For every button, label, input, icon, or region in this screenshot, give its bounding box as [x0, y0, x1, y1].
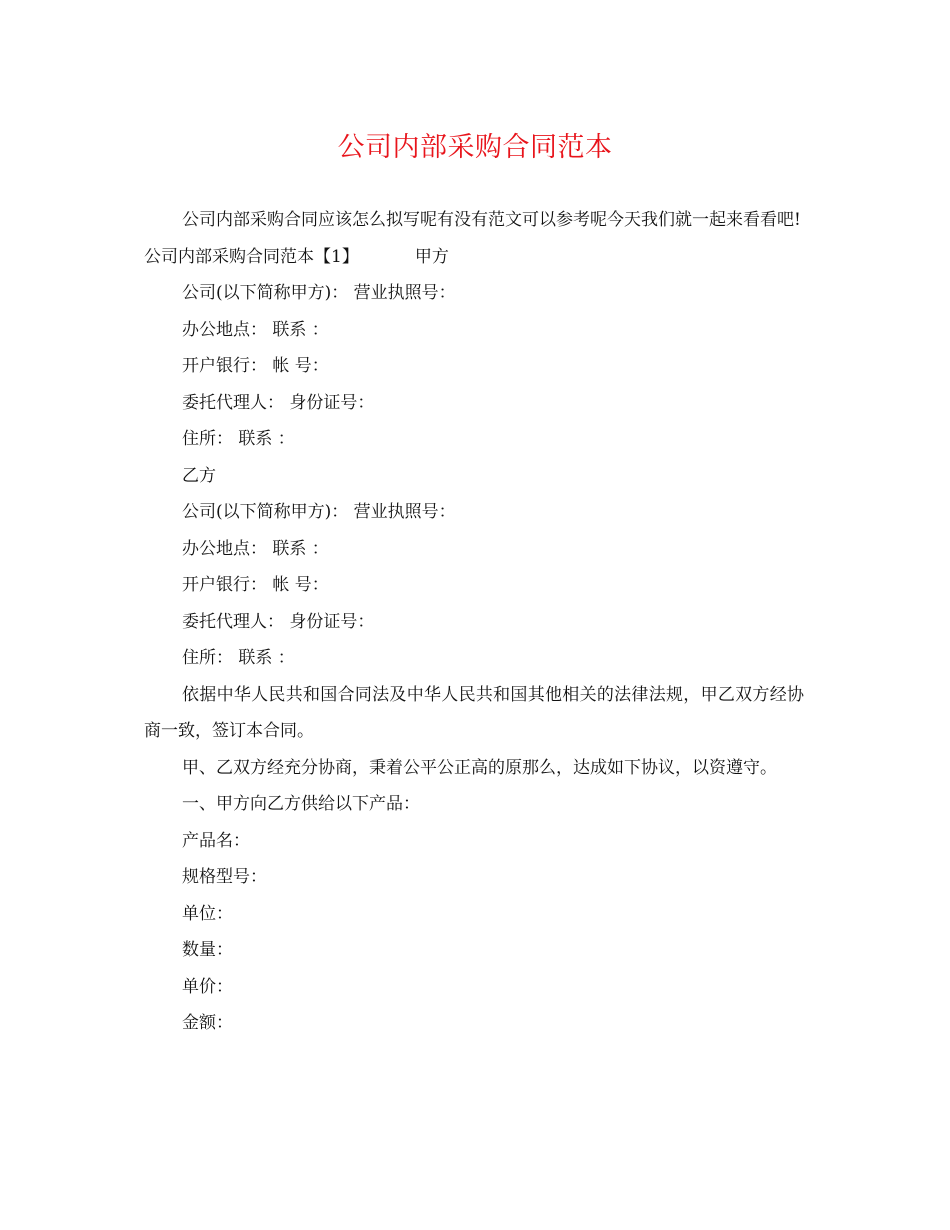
section-heading-line [144, 239, 804, 276]
party-a-office: 办公地点： 联系 ： [182, 319, 329, 340]
product-price-field: 单价： [182, 976, 233, 997]
product-amount-field: 金额： [182, 1013, 233, 1033]
product-unit-field: 单位： [182, 903, 233, 924]
party-b-agent: 委托代理人： 身份证号： [182, 611, 375, 632]
legal-basis-paragraph: 依据中华人民共和国合同法及中华人民共和国其他相关的法律法规，甲乙双方经协商一致，签订本合同。 [144, 684, 804, 741]
party-a-bank: 开户银行： 帐 号： [182, 356, 329, 376]
clause-1: 一、甲方向乙方供给以下产品： [182, 794, 420, 814]
section-heading: 公司内部采购合同范本【1】 [144, 246, 359, 267]
product-quantity-field: 数量： [182, 940, 233, 960]
party-a-company: 公司(以下简称甲方)： 营业执照号： [182, 283, 456, 303]
party-a-residence: 住所： 联系 ： [182, 429, 295, 449]
party-b-bank: 开户银行： 帐 号： [182, 575, 329, 595]
agreement-paragraph: 甲、乙双方经充分协商，秉着公平公正高的原那么，达成如下协议，以资遵守。 [182, 757, 777, 778]
document-title: 公司内部采购合同范本 [337, 132, 613, 163]
intro-paragraph: 公司内部采购合同应该怎么拟写呢有没有范文可以参考呢今天我们就一起来看看吧! [182, 210, 801, 230]
party-b-residence: 住所： 联系 ： [182, 648, 295, 668]
party-b-company: 公司(以下简称甲方)： 营业执照号： [182, 502, 456, 522]
party-a-heading: 甲方 [414, 246, 449, 267]
product-name-field: 产品名： [182, 830, 250, 851]
product-spec-field: 规格型号： [182, 867, 267, 887]
party-b-heading: 乙方 [182, 465, 216, 486]
party-a-agent: 委托代理人： 身份证号： [182, 392, 375, 413]
party-b-office: 办公地点： 联系 ： [182, 538, 329, 559]
document-body [144, 202, 804, 1042]
